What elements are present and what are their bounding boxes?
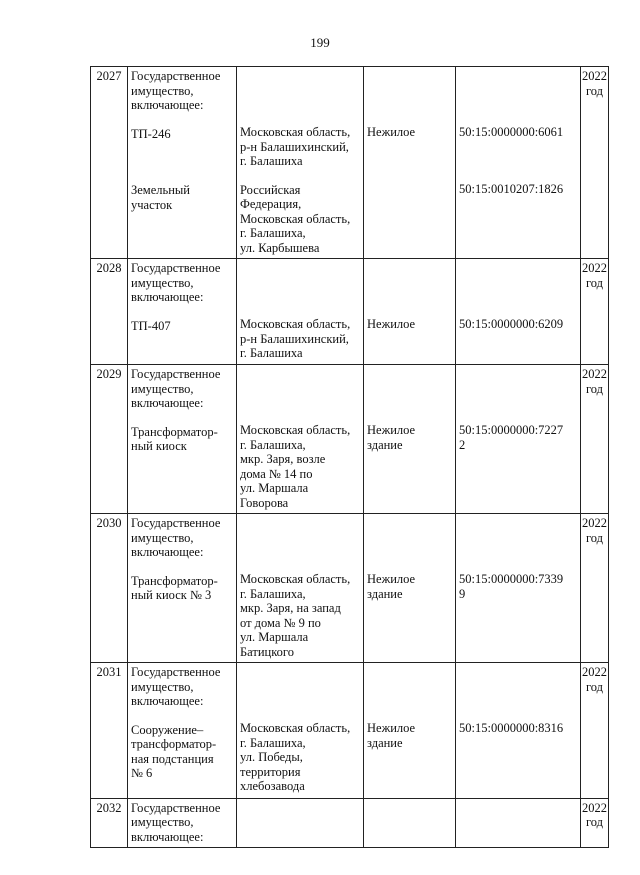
table-body [91,67,609,848]
blank-line [131,333,233,347]
item-name: ный киоск № 3 [131,588,212,602]
blank-line [459,83,577,97]
blank-line [459,643,577,657]
address-text: г. Балашиха, [240,586,306,601]
purpose-cell [364,259,456,365]
purpose-cell [364,663,456,799]
blank-line [459,736,577,750]
blank-line [240,83,360,97]
blank-line [131,645,233,659]
blank-line [459,154,577,168]
address-text: г. Балашиха, [240,226,306,240]
blank-line [367,346,452,360]
blank-line [459,693,577,707]
blank-line [367,693,452,707]
group-header-text: включающее: [131,396,204,410]
row-number: 2029 [96,367,122,381]
group-header-text: включающее: [131,694,204,708]
blank-line [367,466,452,480]
blank-line [459,750,577,764]
group-header-text: включающее: [131,98,204,112]
blank-line [367,168,452,182]
table-row [91,514,609,663]
cadastral-text: 50:15:0000000:7339 [459,572,564,586]
property-name-cell [128,67,237,259]
blank-line [367,516,452,530]
group-header-text: имущество, [131,679,194,694]
blank-line [131,347,233,361]
address-text: Московская область, [240,211,351,226]
purpose-text: Нежилое [367,125,416,139]
purpose-cell [364,798,456,848]
year-text: год [585,381,604,396]
blank-line [367,196,452,210]
blank-line [459,111,577,125]
blank-line [367,83,452,97]
blank-line [367,665,452,679]
blank-line [367,210,452,224]
year-cell [581,663,609,799]
blank-line [459,224,577,238]
blank-line [367,224,452,238]
blank-line [131,305,233,319]
item-name: ный киоск [131,439,187,453]
address-cell [237,67,364,259]
blank-line [367,395,452,409]
year-text: 2022 [582,367,607,381]
address-text: территория [240,764,301,779]
blank-line [459,629,577,643]
address-text: Московская область, [240,317,351,331]
item-name: ная подстанция [131,751,214,766]
group-header-text: имущество, [131,275,194,290]
blank-line [367,182,452,196]
row-number: 2031 [96,665,122,679]
year-cell [581,259,609,365]
cadastral-text: 2 [459,437,466,452]
blank-line [367,615,452,629]
year-text: год [585,530,604,545]
blank-line [240,275,360,289]
blank-line [131,468,233,482]
address-text: р-н Балашихинский, [240,331,349,346]
property-registry-table [90,66,609,848]
blank-line [131,169,233,183]
year-text: 2022 [582,800,607,815]
cadastral-text: 50:15:0000000:6061 [459,125,564,139]
blank-line [367,409,452,423]
blank-line [367,750,452,764]
blank-line [367,332,452,346]
address-cell [237,798,364,848]
blank-line [131,482,233,496]
purpose-text: Нежилое [367,572,416,586]
table-row [91,798,609,848]
item-name: участок [131,197,173,212]
page-number: 199 [310,35,330,50]
blank-line [367,154,452,168]
blank-line [367,69,452,83]
year-text: 2022 [582,261,607,275]
group-header-text: имущество, [131,83,194,98]
blank-line [131,212,233,226]
blank-line [459,601,577,615]
row-number-cell [91,514,128,663]
group-header-text: имущество, [131,530,194,545]
blank-line [240,530,360,544]
blank-line [131,617,233,631]
year-cell [581,365,609,514]
blank-line [459,409,577,423]
group-header-text: включающее: [131,290,204,304]
blank-line [367,140,452,154]
address-text: ул. Карбышева [240,240,320,255]
purpose-text: здание [367,437,403,452]
cadastral-number-cell [456,67,581,259]
group-header-text: имущество, [131,381,194,396]
property-name-cell [128,365,237,514]
group-header-text: Государственное [131,665,221,679]
blank-line [459,544,577,558]
blank-line [367,261,452,275]
address-text: р-н Балашихинский, [240,139,349,154]
blank-line [131,155,233,169]
address-text: г. Балашиха, [240,437,306,452]
blank-line [367,97,452,111]
group-header-text: включающее: [131,545,204,559]
address-text: Российская [240,182,301,197]
blank-line [459,530,577,544]
address-text: г. Балашиха [240,346,303,360]
row-number-cell [91,663,128,799]
table-row [91,365,609,514]
item-name: Трансформатор- [131,573,218,588]
group-header-text: имущество, [131,815,194,829]
cadastral-text: 9 [459,586,466,601]
blank-line [459,210,577,224]
blank-line [367,544,452,558]
blank-line [240,261,360,275]
blank-line [240,169,360,183]
property-name-cell [128,259,237,365]
group-header-text: Государственное [131,800,221,815]
year-cell [581,514,609,663]
blank-line [367,289,452,303]
blank-line [459,707,577,721]
blank-line [131,603,233,617]
blank-line [240,381,360,395]
blank-line [367,480,452,494]
address-text: Московская область, [240,125,351,139]
cadastral-number-cell [456,514,581,663]
year-cell [581,798,609,848]
blank-line [459,261,577,275]
blank-line [459,516,577,530]
blank-line [367,601,452,615]
blank-line [459,452,577,466]
blank-line [459,332,577,346]
blank-line [367,367,452,381]
year-text: год [585,275,604,290]
blank-line [240,516,360,530]
table-row [91,259,609,365]
item-name: ТП-407 [131,318,171,333]
group-header-text: Государственное [131,367,221,381]
blank-line [459,615,577,629]
item-name: ТП-246 [131,126,171,141]
blank-line [240,558,360,572]
address-text: дома № 14 по [240,466,313,481]
blank-line [367,238,452,252]
blank-line [459,303,577,317]
address-text: ул. Победы, [240,750,303,764]
address-text: Батицкого [240,644,294,659]
blank-line [240,289,360,303]
purpose-cell [364,514,456,663]
row-number: 2032 [96,800,122,815]
blank-line [240,679,360,693]
group-header-text: включающее: [131,829,204,844]
year-text: 2022 [582,69,607,83]
blank-line [131,781,233,795]
blank-line [367,764,452,778]
blank-line [367,679,452,693]
item-name: трансформатор- [131,737,217,751]
blank-line [367,778,452,792]
group-header-text: Государственное [131,69,221,83]
address-text: Московская область, [240,721,351,735]
blank-line [459,97,577,111]
blank-line [459,494,577,508]
blank-line [367,452,452,466]
blank-line [459,679,577,693]
year-text: 2022 [582,516,607,530]
blank-line [459,140,577,154]
blank-line [459,764,577,778]
blank-line [240,544,360,558]
blank-line [459,69,577,83]
blank-line [240,367,360,381]
blank-line [240,97,360,111]
property-name-cell [128,798,237,848]
purpose-text: Нежилое [367,721,416,735]
item-name: № 6 [131,766,153,780]
blank-line [459,289,577,303]
row-number-cell [91,259,128,365]
purpose-cell [364,365,456,514]
year-cell [581,67,609,259]
address-text: ул. Маршала [240,481,309,495]
blank-line [131,631,233,645]
cadastral-text: 50:15:0000000:8316 [459,721,564,735]
blank-line [459,778,577,792]
blank-line [131,709,233,723]
row-number-cell [91,798,128,848]
blank-line [240,69,360,83]
year-text: год [585,83,604,98]
address-text: г. Балашиха [240,154,303,168]
row-number: 2027 [96,69,122,83]
blank-line [367,530,452,544]
purpose-cell [364,67,456,259]
year-text: год [585,679,604,694]
address-text: Московская область, [240,572,351,586]
address-text: Говорова [240,495,289,510]
table-row [91,67,609,259]
address-text: от дома № 9 по [240,615,321,630]
blank-line [459,238,577,252]
cadastral-number-cell [456,259,581,365]
cadastral-number-cell [456,798,581,848]
blank-line [240,693,360,707]
blank-line [459,466,577,480]
blank-line [367,303,452,317]
address-cell [237,514,364,663]
blank-line [131,113,233,127]
address-cell [237,663,364,799]
blank-line [131,226,233,240]
purpose-text: Нежилое [367,423,416,437]
blank-line [240,111,360,125]
blank-line [367,381,452,395]
group-header-text: Государственное [131,261,221,275]
blank-line [367,494,452,508]
cadastral-text: 50:15:0000000:7227 [459,423,564,437]
item-name: Трансформатор- [131,424,218,439]
row-number: 2028 [96,261,122,275]
year-text: год [585,815,604,829]
property-name-cell [128,663,237,799]
row-number: 2030 [96,516,122,530]
address-text: мкр. Заря, на запад [240,601,341,615]
blank-line [459,665,577,679]
group-header-text: Государственное [131,516,221,530]
blank-line [131,141,233,155]
blank-line [240,707,360,721]
blank-line [131,496,233,510]
blank-line [240,409,360,423]
cadastral-number-cell [456,663,581,799]
item-name: Сооружение– [131,722,204,737]
blank-line [367,643,452,657]
blank-line [131,560,233,574]
blank-line [367,275,452,289]
row-number-cell [91,365,128,514]
blank-line [131,411,233,425]
property-name-cell [128,514,237,663]
blank-line [367,707,452,721]
address-text: хлебозавода [240,779,305,793]
blank-line [459,395,577,409]
blank-line [240,395,360,409]
table-row [91,663,609,799]
blank-line [459,480,577,494]
blank-line [459,381,577,395]
address-text: ул. Маршала [240,630,309,644]
blank-line [459,346,577,360]
purpose-text: здание [367,586,403,601]
blank-line [459,275,577,289]
cadastral-text: 50:15:0010207:1826 [459,181,564,196]
address-text: Московская область, [240,423,351,437]
cadastral-text: 50:15:0000000:6209 [459,317,564,331]
address-cell [237,259,364,365]
blank-line [459,196,577,210]
blank-line [240,303,360,317]
row-number-cell [91,67,128,259]
blank-line [131,240,233,254]
purpose-text: здание [367,735,403,750]
cadastral-number-cell [456,365,581,514]
blank-line [240,665,360,679]
purpose-text: Нежилое [367,317,416,331]
blank-line [367,111,452,125]
year-text: 2022 [582,665,607,679]
item-name: Земельный [131,183,190,197]
blank-line [459,367,577,381]
blank-line [459,558,577,572]
blank-line [367,629,452,643]
blank-line [131,454,233,468]
blank-line [367,558,452,572]
address-text: Федерация, [240,197,302,211]
blank-line [459,168,577,182]
address-text: г. Балашиха, [240,735,306,750]
address-cell [237,365,364,514]
address-text: мкр. Заря, возле [240,452,326,466]
